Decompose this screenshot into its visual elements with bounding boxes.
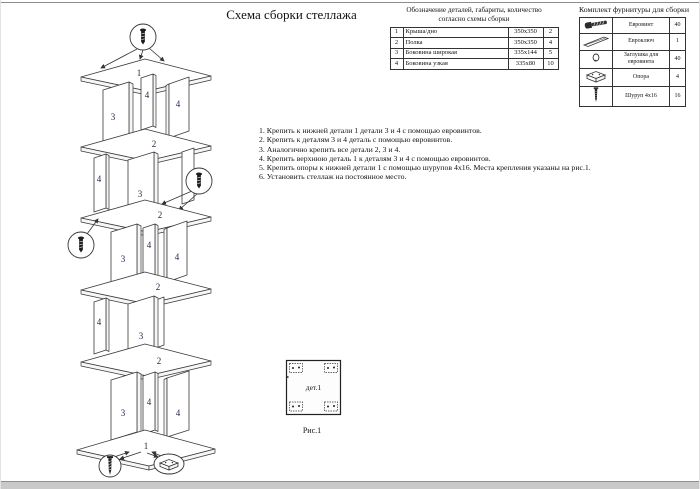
part-label: 4 — [174, 252, 180, 262]
part-number-cell: 1 — [390, 27, 403, 38]
cap-icon — [589, 51, 603, 65]
page-title: Схема сборки стеллажа — [226, 7, 357, 22]
part-size-cell: 335х144 — [508, 48, 543, 59]
hardware-name-cell: Опора — [613, 68, 670, 86]
part-label: 3 — [120, 254, 126, 264]
hardware-row — [580, 33, 686, 50]
parts-table-section — [387, 6, 561, 70]
hardware-icon-cell — [580, 50, 613, 68]
instruction-line: 5. Крепить опоры к нижней детали 1 с помощью шурупов 4х16. Места крепления указаны на рис.1. — [259, 163, 591, 173]
instruction-line: 1. Крепить к нижней детали 1 детали 3 и 4 с помощью евровинтов. — [259, 126, 482, 135]
part-label: 2 — [151, 139, 157, 149]
part-qty-cell: 5 — [543, 48, 558, 59]
part-label: 1 — [136, 68, 142, 78]
hardware-icon-cell — [580, 68, 613, 86]
part-label: 4 — [96, 174, 102, 184]
hardware-table — [579, 17, 686, 107]
hardware-table-title: Комплект фурнитуры для сборки — [578, 5, 690, 14]
page-bottom-bar — [1, 481, 699, 489]
hardware-table-section — [569, 5, 699, 107]
part-label: 4 — [144, 90, 150, 100]
foot-icon — [584, 69, 608, 83]
instruction-line: 6. Установить стеллаж на постоянное место. — [259, 172, 407, 182]
parts-row — [390, 38, 558, 49]
hardware-qty-cell: 1 — [670, 33, 686, 50]
hardware-qty-cell: 4 — [670, 68, 686, 86]
hardware-name-cell: Заглушка для евровинта — [613, 50, 670, 68]
hardware-row — [580, 18, 686, 34]
instruction-line: 4. Крепить верхнюю деталь 1 к деталям 3 и 4 с помощью евровинтов. — [259, 153, 491, 163]
parts-row — [390, 27, 558, 38]
part-label: 4 — [96, 317, 102, 327]
wood-screw-icon — [588, 87, 604, 103]
part-label: 2 — [156, 356, 162, 366]
part-label: 2 — [157, 210, 163, 220]
parts-table-header-line1: Обозначение деталей, габариты, количество — [406, 6, 542, 14]
part-name-cell: Крыша/дно — [403, 27, 508, 38]
part-label: 4 — [175, 408, 181, 418]
figure1-part-label: дет.1 — [305, 383, 322, 392]
hardware-icon-cell — [580, 18, 613, 34]
part-label: 4 — [146, 397, 152, 407]
hardware-qty-cell: 16 — [670, 86, 686, 106]
part-number-cell: 3 — [390, 48, 403, 59]
hardware-name-cell: Евровинт — [613, 18, 670, 34]
euro-screw-callout-left — [68, 219, 98, 258]
hardware-qty-cell: 40 — [670, 18, 686, 34]
part-label: 3 — [137, 189, 143, 199]
assembly-diagram — [1, 0, 241, 480]
hardware-row — [580, 68, 686, 86]
hardware-row — [580, 50, 686, 68]
part-label: 2 — [155, 282, 161, 292]
parts-row — [390, 59, 558, 70]
figure1 — [269, 350, 355, 442]
parts-table-header-line2: согласно схемы сборки — [438, 15, 510, 24]
part-number-cell: 4 — [390, 59, 403, 70]
part-size-cell: 350х350 — [508, 38, 543, 49]
hardware-qty-cell: 40 — [670, 50, 686, 68]
part-qty-cell: 4 — [543, 38, 558, 49]
part-size-cell: 335х80 — [508, 59, 543, 70]
part-name-cell: Боковина широкая — [403, 48, 508, 59]
part-label: 4 — [146, 240, 152, 250]
hardware-icon-cell — [580, 86, 613, 106]
hardware-row — [580, 86, 686, 106]
part-name-cell: Полка — [403, 38, 508, 49]
part-label: 3 — [110, 112, 116, 122]
part-label: 3 — [138, 331, 144, 341]
part-label: 3 — [120, 408, 126, 418]
hex-key-icon — [582, 34, 610, 47]
part-number-cell: 2 — [390, 38, 403, 49]
figure1-caption: Рис.1 — [302, 426, 322, 435]
part-qty-cell: 10 — [543, 59, 558, 70]
hardware-icon-cell — [580, 33, 613, 50]
instruction-line: 2. Крепить к деталям 3 и 4 деталь с помощью евровинтов. — [259, 135, 453, 145]
hardware-name-cell: Евроключ — [613, 33, 670, 50]
parts-table — [390, 27, 559, 70]
part-label: 1 — [143, 441, 149, 451]
hardware-name-cell: Шуруп 4х16 — [613, 86, 670, 106]
part-qty-cell: 2 — [543, 27, 558, 38]
parts-row — [390, 48, 558, 59]
instruction-line: 3. Аналогично крепить все детали 2, 3 и 4. — [259, 144, 401, 154]
euro-screw-icon — [582, 18, 610, 30]
part-name-cell: Боковина узкая — [403, 59, 508, 70]
parts-table-header — [387, 6, 561, 25]
part-label: 4 — [175, 99, 181, 109]
part-size-cell: 350х350 — [508, 27, 543, 38]
assembly-instructions — [259, 126, 591, 182]
